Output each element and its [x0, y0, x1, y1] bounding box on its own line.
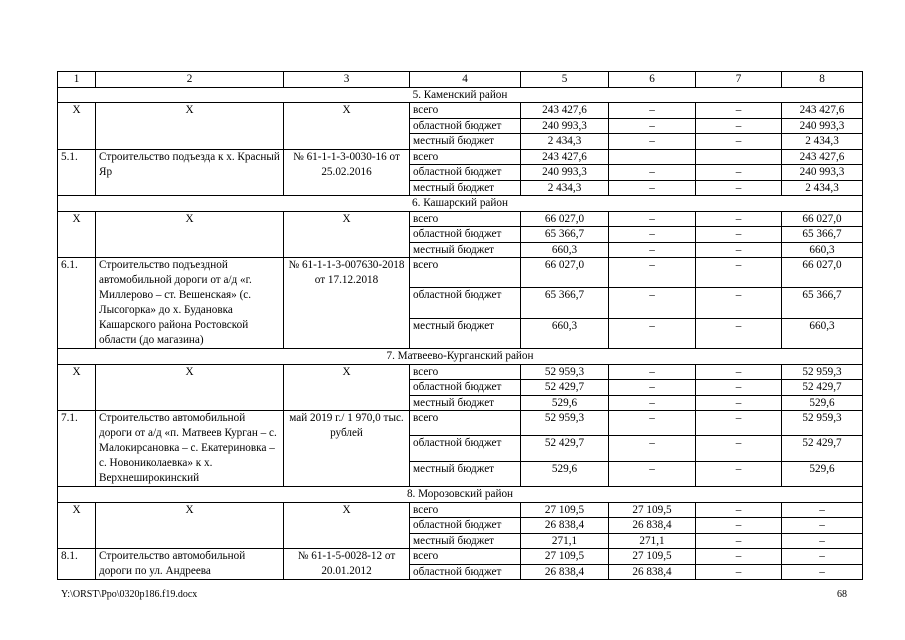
- item-name: Строительство автомобильной дороги от а/д «п. Матвеев Курган – с. Малокирсановка – с. Екатериновка – с. Новониколаевка» к х. Верхнеширокинский: [96, 411, 284, 487]
- amount-cell: 529,6: [521, 395, 609, 411]
- x-mark: Х: [96, 502, 284, 549]
- header-cell: 5: [521, 72, 609, 88]
- amount-cell: 27 109,5: [521, 549, 609, 565]
- summary-row: [58, 211, 863, 227]
- amount-cell: –: [609, 436, 696, 461]
- amount-cell: 660,3: [782, 318, 863, 348]
- budget-table: [57, 71, 863, 580]
- amount-cell: 26 838,4: [609, 518, 696, 534]
- item-row: [58, 411, 863, 436]
- amount-cell: 2 434,3: [782, 180, 863, 196]
- budget-type-label: всего: [410, 411, 521, 436]
- amount-cell: 52 959,3: [521, 364, 609, 380]
- item-document: № 61-1-1-3-0030-16 от 25.02.2016: [284, 149, 410, 196]
- amount-cell: 66 027,0: [521, 211, 609, 227]
- amount-cell: 65 366,7: [521, 227, 609, 243]
- header-cell: 2: [96, 72, 284, 88]
- amount-cell: –: [609, 227, 696, 243]
- x-mark: Х: [58, 103, 96, 150]
- amount-cell: –: [609, 103, 696, 119]
- item-document: № 61-1-1-3-007630-2018 от 17.12.2018: [284, 258, 410, 349]
- x-mark: Х: [96, 364, 284, 411]
- amount-cell: 660,3: [521, 318, 609, 348]
- budget-type-label: всего: [410, 149, 521, 165]
- amount-cell: –: [696, 242, 782, 258]
- amount-cell: 271,1: [521, 533, 609, 549]
- amount-cell: 529,6: [782, 461, 863, 486]
- amount-cell: 65 366,7: [782, 227, 863, 243]
- amount-cell: 66 027,0: [782, 211, 863, 227]
- amount-cell: 66 027,0: [521, 258, 609, 288]
- budget-type-label: областной бюджет: [410, 227, 521, 243]
- amount-cell: –: [609, 242, 696, 258]
- section-title-row: [58, 487, 863, 503]
- amount-cell: 2 434,3: [782, 134, 863, 150]
- item-row: [58, 549, 863, 565]
- amount-cell: 27 109,5: [521, 502, 609, 518]
- item-number: 5.1.: [58, 149, 96, 196]
- amount-cell: 529,6: [521, 461, 609, 486]
- amount-cell: –: [696, 258, 782, 288]
- section-title: 5. Каменский район: [58, 87, 863, 103]
- budget-type-label: областной бюджет: [410, 436, 521, 461]
- item-row: [58, 149, 863, 165]
- amount-cell: –: [609, 165, 696, 181]
- budget-type-label: областной бюджет: [410, 288, 521, 318]
- amount-cell: 52 429,7: [521, 380, 609, 396]
- amount-cell: 2 434,3: [521, 180, 609, 196]
- amount-cell: 52 429,7: [782, 380, 863, 396]
- amount-cell: –: [696, 380, 782, 396]
- amount-cell: 26 838,4: [521, 518, 609, 534]
- amount-cell: –: [782, 549, 863, 565]
- amount-cell: –: [696, 411, 782, 436]
- amount-cell: 529,6: [782, 395, 863, 411]
- item-name: Строительство подъездной автомобильной дороги от а/д «г. Миллерово – ст. Вешенская» (с. Лысогорка» до х. Будановка Кашарского района Ростовской области (до магазина): [96, 258, 284, 349]
- amount-cell: 65 366,7: [521, 288, 609, 318]
- item-document: № 61-1-5-0028-12 от 20.01.2012: [284, 549, 410, 580]
- section-title: 6. Кашарский район: [58, 196, 863, 212]
- budget-type-label: местный бюджет: [410, 242, 521, 258]
- amount-cell: –: [696, 180, 782, 196]
- amount-cell: 243 427,6: [521, 149, 609, 165]
- budget-type-label: областной бюджет: [410, 118, 521, 134]
- budget-type-label: местный бюджет: [410, 318, 521, 348]
- budget-type-label: областной бюджет: [410, 564, 521, 580]
- budget-type-label: местный бюджет: [410, 395, 521, 411]
- header-cell: 4: [410, 72, 521, 88]
- budget-type-label: всего: [410, 258, 521, 288]
- amount-cell: –: [609, 211, 696, 227]
- section-title-row: [58, 349, 863, 365]
- amount-cell: –: [696, 564, 782, 580]
- amount-cell: 27 109,5: [609, 549, 696, 565]
- amount-cell: –: [696, 211, 782, 227]
- section-title-row: [58, 87, 863, 103]
- section-title: 8. Морозовский район: [58, 487, 863, 503]
- amount-cell: –: [696, 364, 782, 380]
- budget-type-label: местный бюджет: [410, 461, 521, 486]
- amount-cell: –: [609, 461, 696, 486]
- amount-cell: 240 993,3: [782, 118, 863, 134]
- amount-cell: –: [782, 518, 863, 534]
- amount-cell: –: [782, 564, 863, 580]
- budget-type-label: всего: [410, 502, 521, 518]
- budget-type-label: местный бюджет: [410, 180, 521, 196]
- amount-cell: –: [696, 533, 782, 549]
- section-title: 7. Матвеево-Курганский район: [58, 349, 863, 365]
- amount-cell: –: [696, 518, 782, 534]
- amount-cell: 52 959,3: [521, 411, 609, 436]
- section-title-row: [58, 196, 863, 212]
- amount-cell: 240 993,3: [521, 165, 609, 181]
- header-cell: 8: [782, 72, 863, 88]
- header-cell: 6: [609, 72, 696, 88]
- x-mark: Х: [284, 211, 410, 258]
- amount-cell: 2 434,3: [521, 134, 609, 150]
- amount-cell: 243 427,6: [782, 149, 863, 165]
- budget-type-label: всего: [410, 364, 521, 380]
- amount-cell: –: [609, 380, 696, 396]
- file-path: Y:\ORST\Ppo\0320p186.f19.docx: [61, 589, 198, 600]
- amount-cell: 52 959,3: [782, 411, 863, 436]
- budget-type-label: местный бюджет: [410, 533, 521, 549]
- header-cell: 1: [58, 72, 96, 88]
- budget-type-label: областной бюджет: [410, 380, 521, 396]
- budget-type-label: всего: [410, 211, 521, 227]
- header-row: [58, 72, 863, 88]
- amount-cell: –: [696, 103, 782, 119]
- x-mark: Х: [58, 211, 96, 258]
- summary-row: [58, 502, 863, 518]
- budget-type-label: всего: [410, 549, 521, 565]
- budget-type-label: областной бюджет: [410, 165, 521, 181]
- x-mark: Х: [284, 103, 410, 150]
- x-mark: Х: [284, 502, 410, 549]
- item-name: Строительство автомобильной дороги по ул. Андреева: [96, 549, 284, 580]
- item-number: 7.1.: [58, 411, 96, 487]
- summary-row: [58, 103, 863, 119]
- amount-cell: –: [696, 227, 782, 243]
- amount-cell: –: [696, 502, 782, 518]
- item-number: 6.1.: [58, 258, 96, 349]
- item-document: май 2019 г./ 1 970,0 тыс. рублей: [284, 411, 410, 487]
- amount-cell: –: [609, 118, 696, 134]
- amount-cell: 52 429,7: [782, 436, 863, 461]
- amount-cell: –: [609, 364, 696, 380]
- item-number: 8.1.: [58, 549, 96, 580]
- amount-cell: –: [696, 165, 782, 181]
- amount-cell: 65 366,7: [782, 288, 863, 318]
- amount-cell: –: [609, 288, 696, 318]
- amount-cell: 240 993,3: [521, 118, 609, 134]
- amount-cell: 243 427,6: [782, 103, 863, 119]
- amount-cell: [696, 149, 782, 165]
- amount-cell: –: [609, 180, 696, 196]
- amount-cell: –: [696, 549, 782, 565]
- amount-cell: 240 993,3: [782, 165, 863, 181]
- amount-cell: –: [609, 258, 696, 288]
- amount-cell: 660,3: [521, 242, 609, 258]
- amount-cell: 271,1: [609, 533, 696, 549]
- amount-cell: [609, 149, 696, 165]
- amount-cell: –: [609, 318, 696, 348]
- amount-cell: 52 429,7: [521, 436, 609, 461]
- amount-cell: –: [696, 134, 782, 150]
- amount-cell: 26 838,4: [609, 564, 696, 580]
- x-mark: Х: [58, 502, 96, 549]
- header-cell: 7: [696, 72, 782, 88]
- budget-type-label: областной бюджет: [410, 518, 521, 534]
- amount-cell: –: [696, 436, 782, 461]
- x-mark: Х: [96, 103, 284, 150]
- amount-cell: 243 427,6: [521, 103, 609, 119]
- amount-cell: –: [696, 461, 782, 486]
- item-name: Строительство подъезда к х. Красный Яр: [96, 149, 284, 196]
- x-mark: Х: [58, 364, 96, 411]
- amount-cell: 27 109,5: [609, 502, 696, 518]
- amount-cell: –: [696, 288, 782, 318]
- amount-cell: –: [696, 118, 782, 134]
- amount-cell: –: [696, 395, 782, 411]
- x-mark: Х: [96, 211, 284, 258]
- item-row: [58, 258, 863, 288]
- summary-row: [58, 364, 863, 380]
- amount-cell: –: [782, 533, 863, 549]
- budget-type-label: местный бюджет: [410, 134, 521, 150]
- amount-cell: –: [696, 318, 782, 348]
- amount-cell: 66 027,0: [782, 258, 863, 288]
- amount-cell: 660,3: [782, 242, 863, 258]
- amount-cell: –: [782, 502, 863, 518]
- amount-cell: –: [609, 411, 696, 436]
- amount-cell: 52 959,3: [782, 364, 863, 380]
- amount-cell: 26 838,4: [521, 564, 609, 580]
- budget-type-label: всего: [410, 103, 521, 119]
- amount-cell: –: [609, 395, 696, 411]
- x-mark: Х: [284, 364, 410, 411]
- header-cell: 3: [284, 72, 410, 88]
- amount-cell: –: [609, 134, 696, 150]
- page-number: 68: [837, 589, 847, 600]
